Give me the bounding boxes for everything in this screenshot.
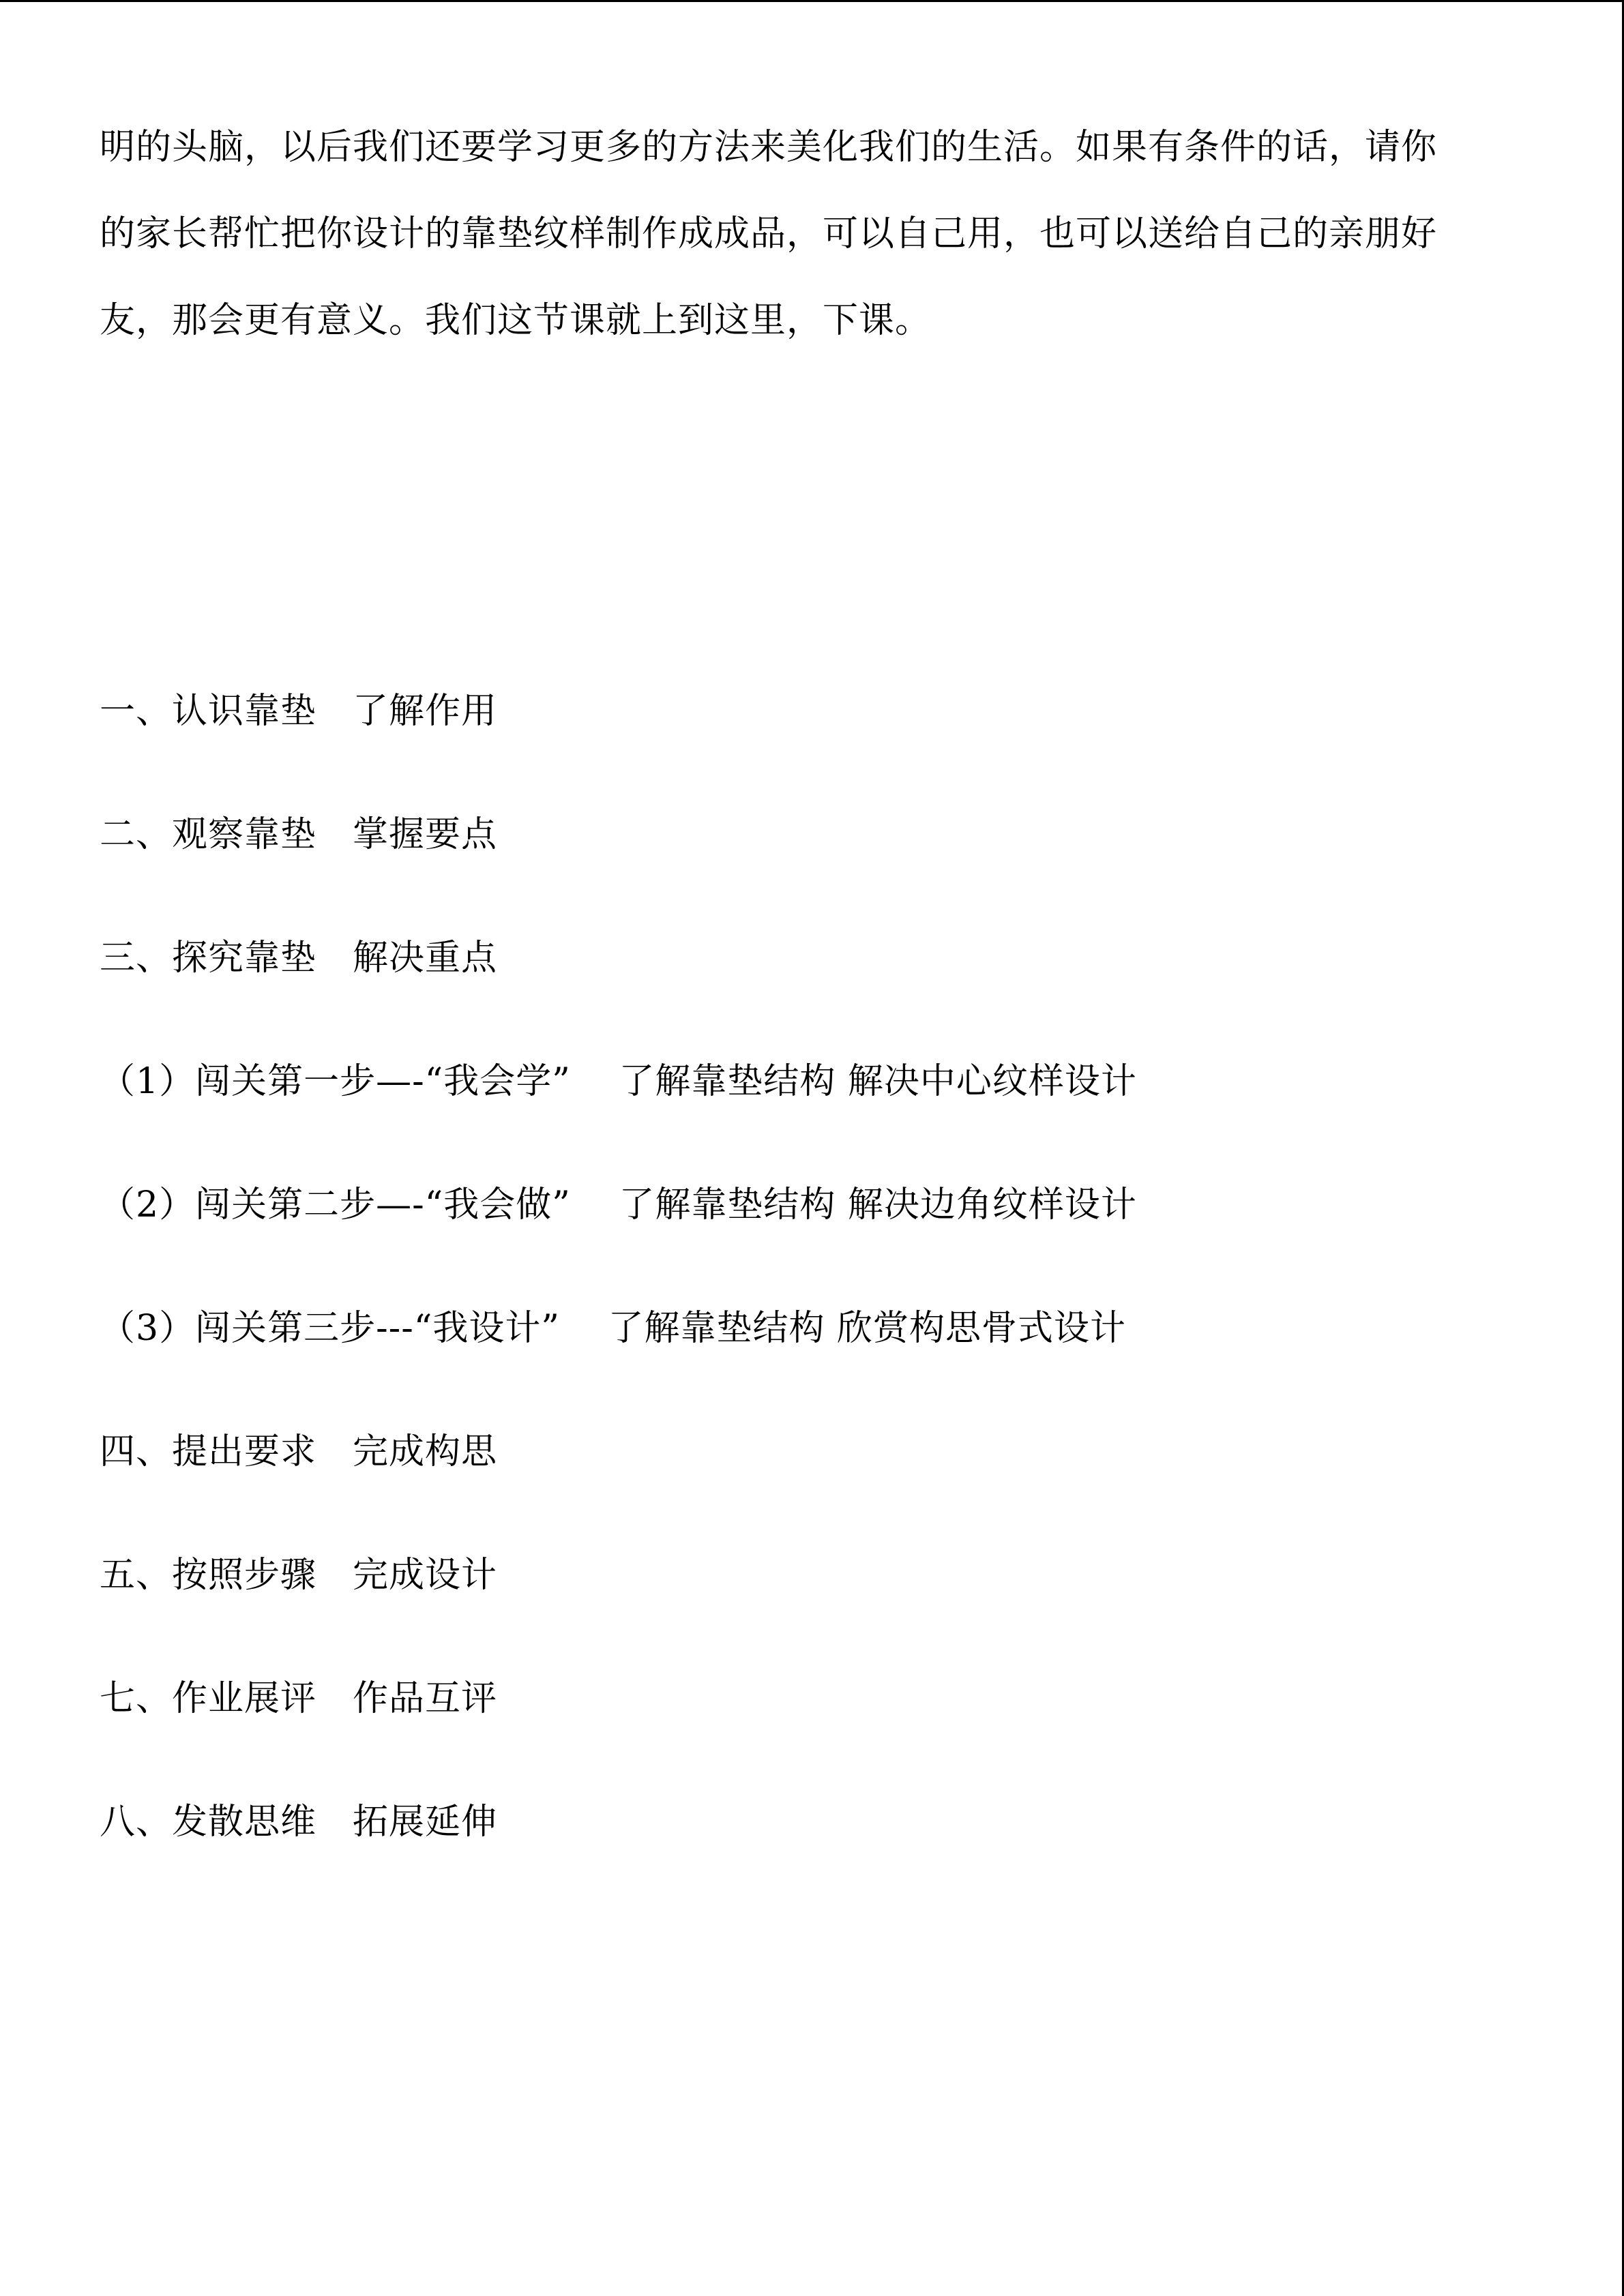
outline-item-2: 二、观察靠垫 掌握要点 [100, 814, 498, 855]
lesson-outline [100, 650, 1532, 1884]
paragraph-line-2: 的家长帮忙把你设计的靠垫纹样制作成成品，可以自己用，也可以送给自己的亲朋好 [100, 213, 1438, 254]
outline-step-3: （3）闯关第三步---“我设计” 了解靠垫结构 欣赏构思骨式设计 [100, 1308, 1127, 1349]
paragraph-line-3: 友，那会更有意义。我们这节课就上到这里，下课。 [100, 300, 932, 341]
closing-paragraph [100, 104, 1532, 364]
outline-item-3: 三、探究靠垫 解决重点 [100, 938, 498, 979]
outline-item-4: 四、提出要求 完成构思 [100, 1431, 498, 1472]
outline-item-5: 五、按照步骤 完成设计 [100, 1555, 498, 1596]
paragraph-line-1: 明的头脑，以后我们还要学习更多的方法来美化我们的生活。如果有条件的话，请你 [100, 127, 1438, 168]
outline-item-1: 一、认识靠垫 了解作用 [100, 691, 498, 732]
outline-item-7: 七、作业展评 作品互评 [100, 1678, 498, 1719]
outline-step-2: （2）闯关第二步—-“我会做” 了解靠垫结构 解决边角纹样设计 [100, 1184, 1137, 1225]
outline-step-1: （1）闯关第一步—-“我会学” 了解靠垫结构 解决中心纹样设计 [100, 1061, 1137, 1102]
outline-item-8: 八、发散思维 拓展延伸 [100, 1802, 498, 1843]
